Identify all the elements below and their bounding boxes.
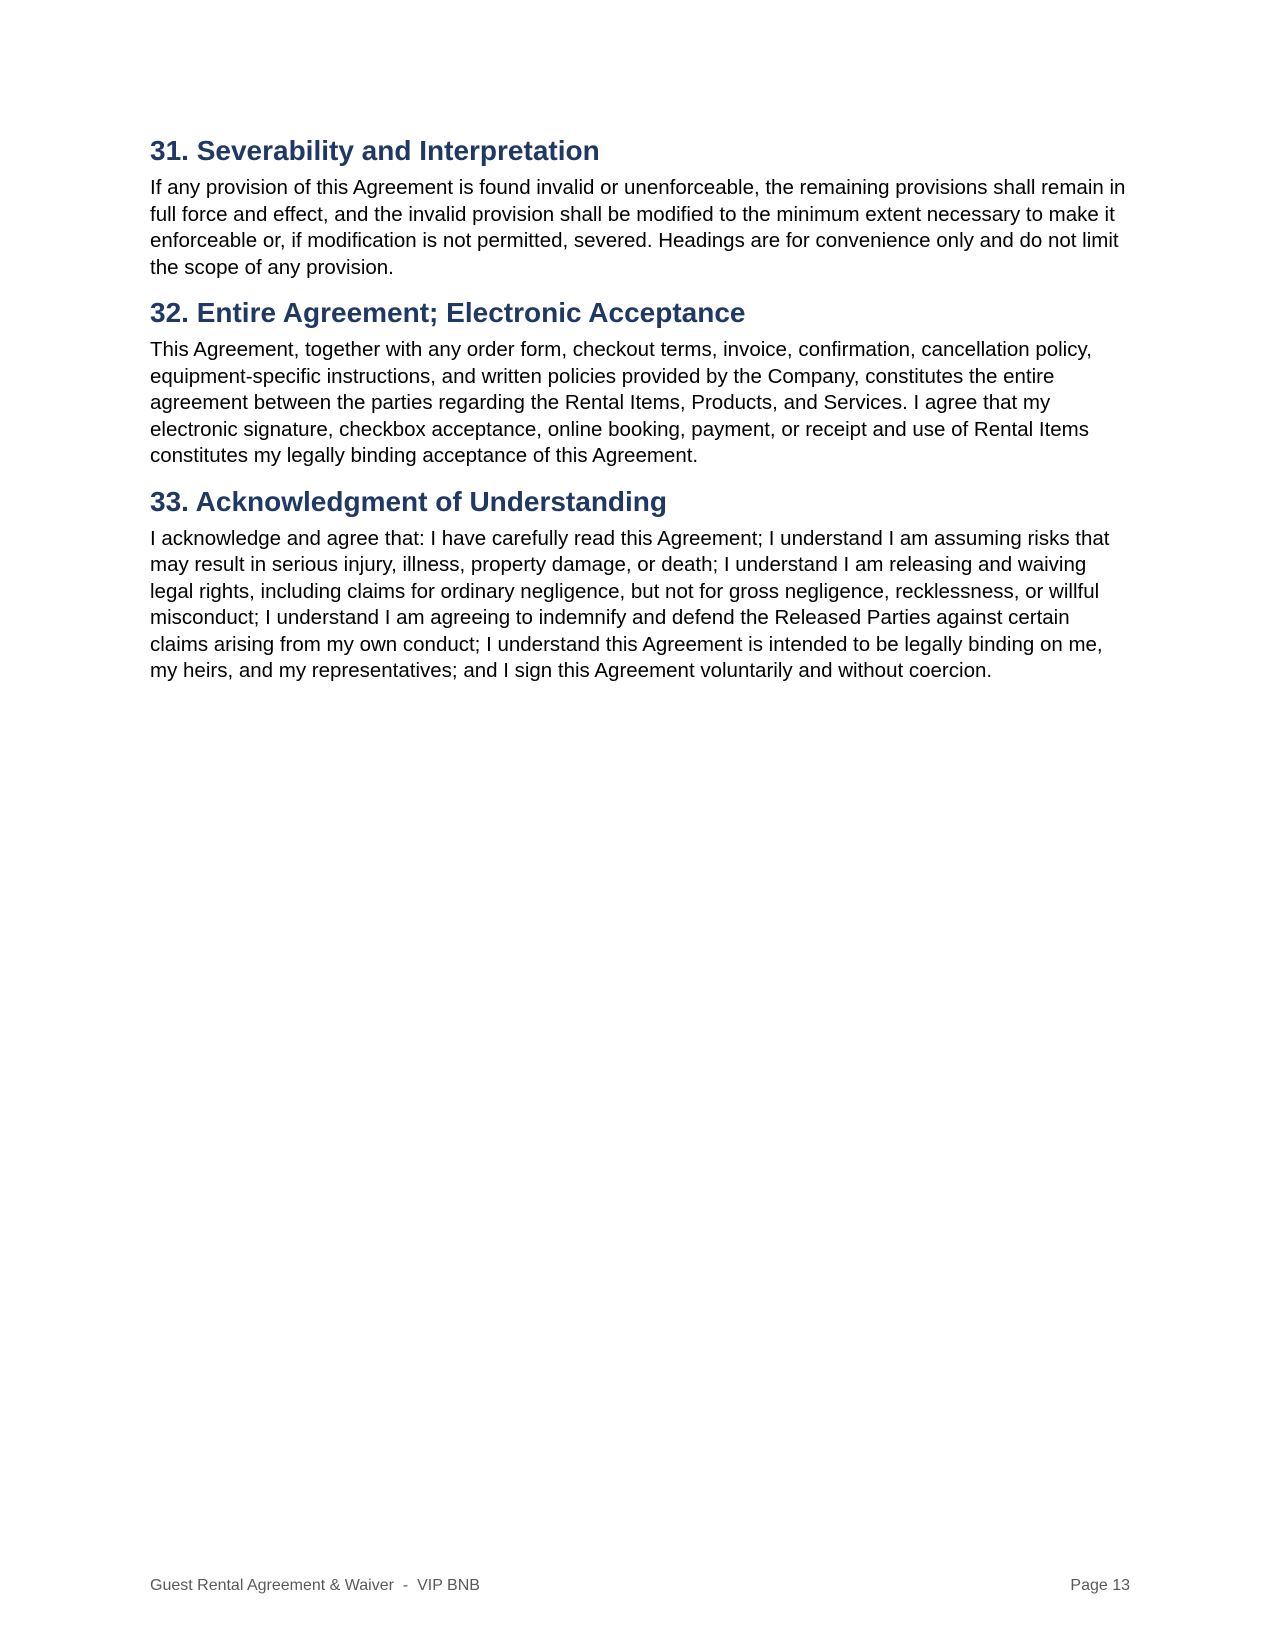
footer-page-number: Page 13 (1070, 1577, 1130, 1594)
section-body: I acknowledge and agree that: I have carefully read this Agreement; I understand I am assuming risks that may result in serious injury, illness, property damage, or death; I understand I am releasing and waiving legal rights, including claims for ordinary negligence, but not for gross negligence, recklessness, or willful misconduct; I understand I am agreeing to indemnify and defend the Released Parties against certain claims arising from my own conduct; I understand this Agreement is intended to be legally binding on me, my heirs, and my representatives; and I sign this Agreement voluntarily and without coercion. (150, 526, 1110, 682)
section-body: If any provision of this Agreement is found invalid or unenforceable, the remaining provisions shall remain in full force and effect, and the invalid provision shall be modified to the minimum extent necessary to make it enforceable or, if modification is not permitted, severed. Headings are for convenience only and do not limit the scope of any provision. (150, 176, 1126, 279)
section-heading: 33. Acknowledgment of Understanding (150, 485, 668, 517)
page-footer (150, 1576, 1130, 1596)
section-body: This Agreement, together with any order form, checkout terms, invoice, confirmation, cancellation policy, equipment-specific instructions, and written policies provided by the Company, constitutes the entire agreement between the parties regarding the Rental Items, Products, and Services. I agree that my electronic signature, checkbox acceptance, online booking, payment, or receipt and use of Rental Items constitutes my legally binding acceptance of this Agreement. (150, 338, 1092, 467)
section-32 (150, 296, 1130, 470)
document-content (150, 134, 1130, 685)
section-33 (150, 485, 1130, 685)
section-heading: 31. Severability and Interpretation (150, 135, 600, 166)
footer-document-title: Guest Rental Agreement & Waiver - VIP BNB (150, 1577, 480, 1594)
section-31 (150, 134, 1130, 281)
section-heading: 32. Entire Agreement; Electronic Acceptance (150, 297, 746, 328)
